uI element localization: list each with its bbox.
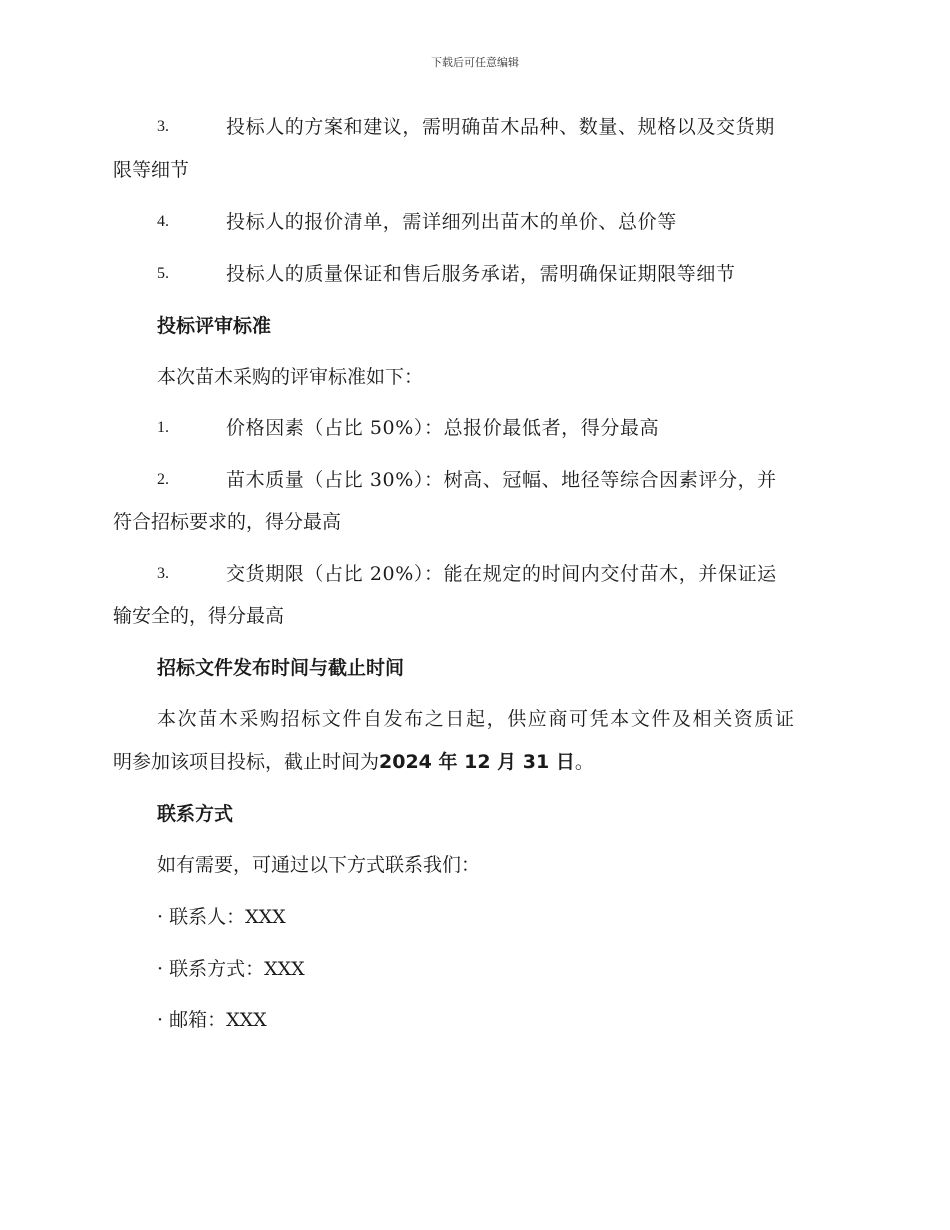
list-item-text: 投标人的报价清单，需详细列出苗木的单价、总价等 (226, 211, 677, 233)
list-item-number: 5. (157, 265, 169, 282)
paragraph-text: 。 (574, 751, 594, 773)
section-heading-review: 投标评审标准 (157, 315, 272, 337)
section-intro: 如有需要，可通过以下方式联系我们： (157, 854, 481, 876)
list-item-text: 交货期限（占比 20%）：能在规定的时间内交付苗木，并保证运 (226, 563, 777, 585)
list-item-number: 1. (157, 419, 169, 436)
list-item-continuation: 限等细节 (113, 159, 190, 181)
list-item-text: 投标人的质量保证和售后服务承诺，需明确保证期限等细节 (226, 263, 736, 285)
paragraph-line: 本次苗木采购招标文件自发布之日起，供应商可凭本文件及相关资质证 (157, 708, 796, 730)
section-heading-contact: 联系方式 (157, 803, 234, 825)
list-item-number: 4. (157, 213, 169, 230)
list-item-continuation: 符合招标要求的，得分最高 (113, 511, 342, 533)
contact-item: · 联系人：XXX (157, 906, 286, 928)
section-intro: 本次苗木采购的评审标准如下： (157, 366, 424, 388)
section-heading-time: 招标文件发布时间与截止时间 (157, 657, 405, 679)
page-header: 下载后可任意编辑 (431, 56, 519, 69)
list-item-continuation: 输安全的，得分最高 (113, 605, 285, 627)
list-item-number: 2. (157, 471, 169, 488)
contact-item: · 联系方式：XXX (157, 958, 305, 980)
list-item-text: 价格因素（占比 50%）：总报价最低者，得分最高 (226, 417, 660, 439)
list-item-text: 苗木质量（占比 30%）：树高、冠幅、地径等综合因素评分，并 (226, 469, 777, 491)
list-item-number: 3. (157, 118, 169, 135)
paragraph-text: 明参加该项目投标，截止时间为 (113, 751, 380, 773)
list-item-number: 3. (157, 565, 169, 582)
paragraph-line (113, 749, 833, 775)
list-item-text: 投标人的方案和建议，需明确苗木品种、数量、规格以及交货期 (226, 116, 775, 138)
contact-item: · 邮箱：XXX (157, 1009, 267, 1031)
deadline-date: 2024 年 12 月 31 日 (379, 751, 575, 773)
